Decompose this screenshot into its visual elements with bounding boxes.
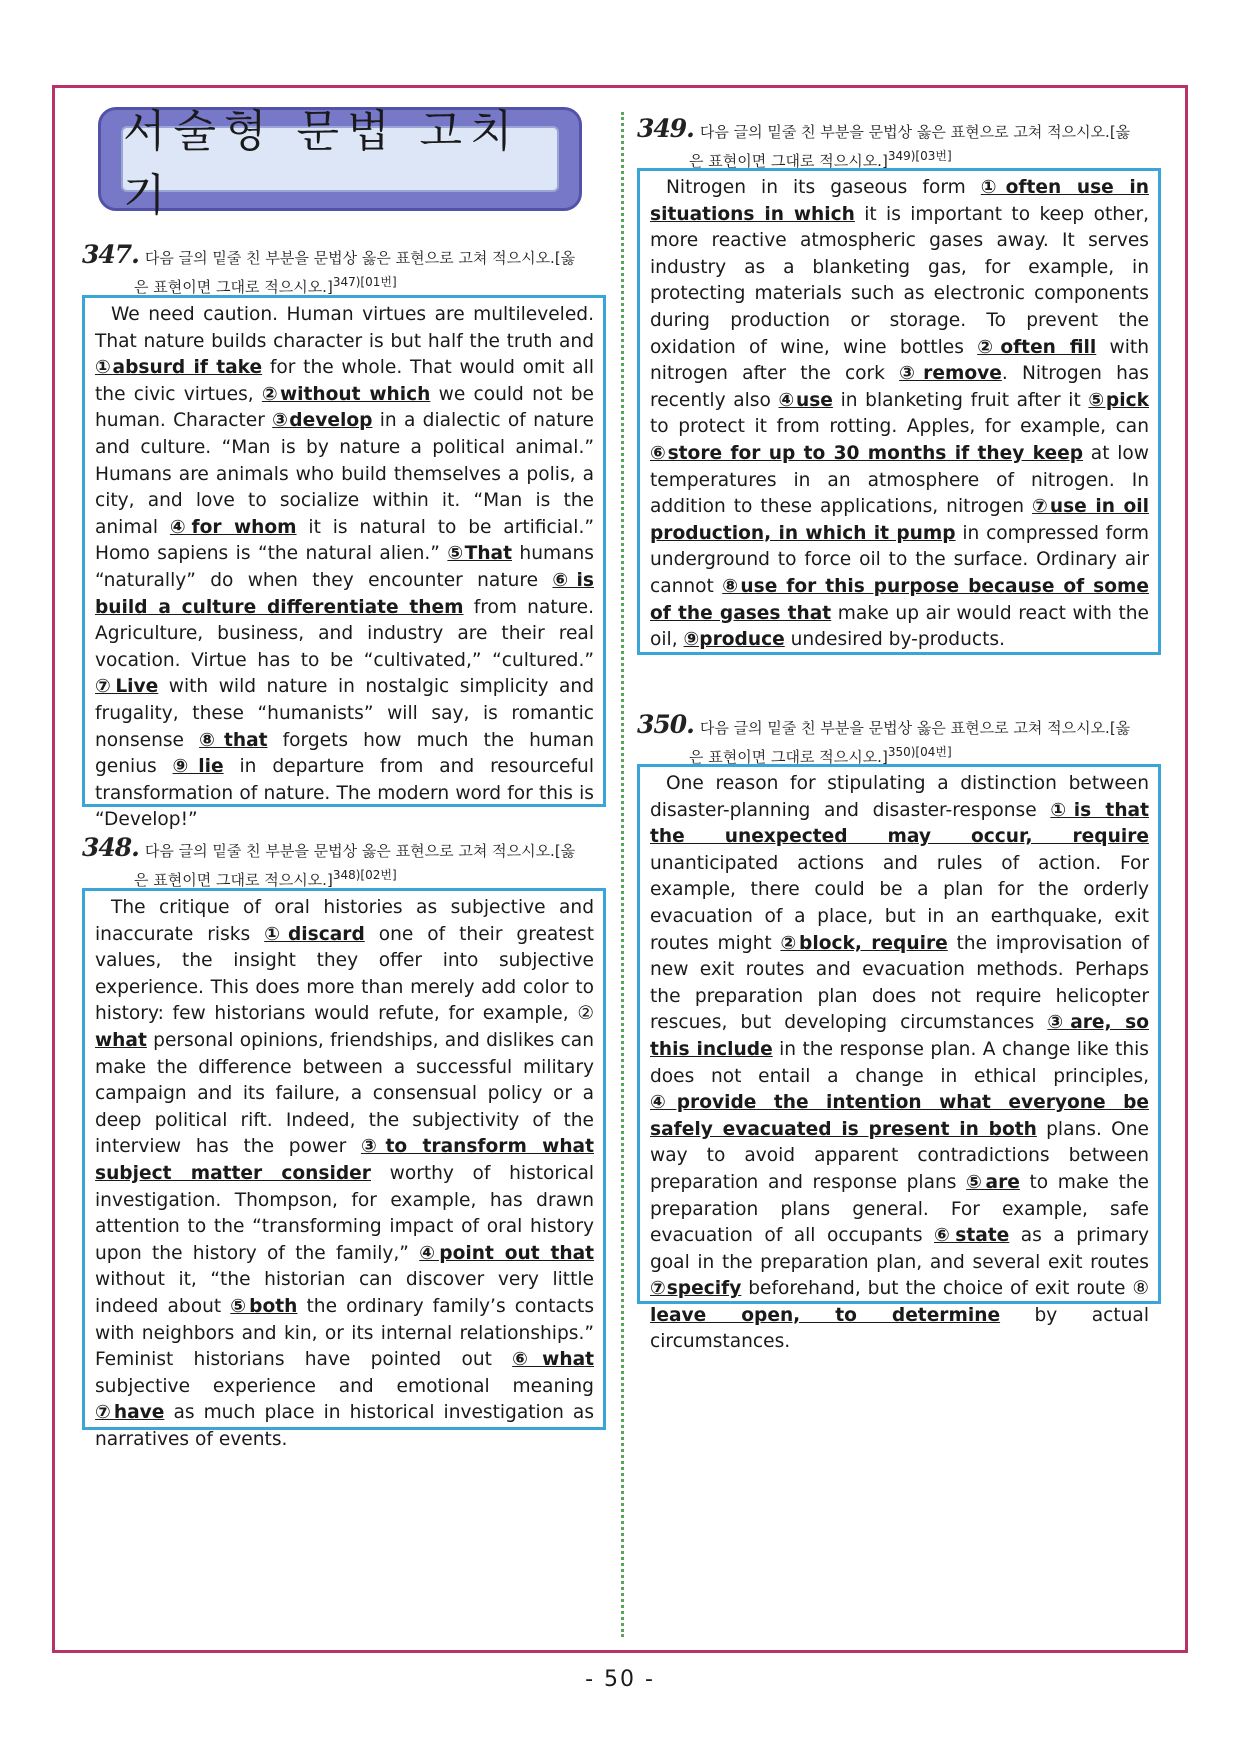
instruction-line-2: 은 표현이면 그대로 적으시오.] bbox=[134, 871, 333, 889]
underlined-expression: ④use bbox=[778, 389, 833, 411]
passage-segment: for the whole. That would omit all the civic virtues, bbox=[95, 357, 594, 405]
underlined-expression: ③to transform what subject matter consider bbox=[95, 1136, 594, 1184]
source-note: 347)[01번] bbox=[332, 275, 397, 289]
passage-segment: from nature. Agriculture, business, and industry are their real vocation. Virtue has to be “cultivated,” “cultured.” bbox=[95, 596, 594, 671]
passage-segment: by actual circumstances. bbox=[650, 1304, 1149, 1353]
passage-segment: personal opinions, friendships, and dislikes can make the difference between a successful military campaign and its failure, a consensual policy or a deep political rift. Indeed, the subjectivity of the interview has the power bbox=[95, 1029, 594, 1158]
underlined-expression: ③remove bbox=[899, 363, 1002, 385]
question-number: 348. bbox=[82, 833, 139, 862]
column-divider bbox=[621, 112, 624, 1637]
underlined-expression: ④provide the intention what everyone be safely evacuated is present in both bbox=[650, 1092, 1149, 1140]
underlined-expression: ①discard bbox=[264, 923, 365, 945]
passage-segment: we could not be human. Character bbox=[95, 383, 594, 432]
question-number: 350. bbox=[637, 710, 694, 739]
underlined-expression: ⑤pick bbox=[1088, 389, 1149, 411]
page-number: - 50 - bbox=[585, 1667, 655, 1692]
underlined-expression: ⑧use for this purpose because of some of the gases that bbox=[650, 575, 1150, 624]
source-note: 348)[02번] bbox=[332, 868, 397, 882]
question-350 bbox=[637, 710, 1161, 769]
passage-segment: in blanketing fruit after it bbox=[832, 389, 1089, 411]
underlined-expression: ⑤are bbox=[966, 1171, 1020, 1193]
instruction-line-1: 다음 글의 밑줄 친 부분을 문법상 옳은 표현으로 고쳐 적으시오.[옳 bbox=[699, 719, 1131, 737]
underlined-expression: ⑧that bbox=[199, 729, 268, 751]
passage-box-347 bbox=[82, 295, 606, 831]
underlined-expression: ⑥store for up to 30 months if they keep bbox=[650, 442, 1084, 464]
underlined-expression: ⑥is build a culture differentiate them bbox=[95, 569, 594, 618]
instruction-line-2: 은 표현이면 그대로 적으시오.] bbox=[689, 152, 888, 170]
passage-segment: unanticipated actions and rules of action. For example, there could be a plan for the orderly evacuation of a place, but in an earthquake, exit routes might bbox=[650, 852, 1149, 954]
passage-segment: in the response plan. A change like this does not entail a change in ethical principles, bbox=[650, 1038, 1149, 1087]
passage-segment: undesired by-products. bbox=[784, 629, 1005, 651]
passage-segment: in departure from and resourceful transformation of nature. The modern word for this is “Develop!” bbox=[95, 756, 594, 831]
passage-box-348 bbox=[82, 888, 606, 1450]
passage-segment: One reason for stipulating a distinction between disaster-planning and disaster-response bbox=[650, 773, 1149, 821]
section-title-banner bbox=[98, 106, 582, 221]
passage-segment: Nitrogen in its gaseous form bbox=[666, 177, 981, 198]
underlined-expression: ⑦specify bbox=[650, 1278, 742, 1300]
underlined-expression: ⑨lie bbox=[172, 756, 224, 778]
source-note: 350)[04번] bbox=[887, 745, 952, 759]
passage-box-350 bbox=[637, 764, 1161, 1353]
source-note: 349)[03번] bbox=[887, 149, 952, 163]
passage-segment: make up air would react with the oil, bbox=[650, 602, 1149, 651]
question-header bbox=[637, 114, 1161, 144]
passage-segment: beforehand, but the choice of exit route ⑧ bbox=[741, 1278, 1149, 1300]
passage-segment: as a primary goal in the preparation plan, and several exit routes bbox=[650, 1225, 1149, 1273]
instruction-line-2: 은 표현이면 그대로 적으시오.] bbox=[689, 748, 888, 766]
passage-segment: worthy of historical investigation. Thompson, for example, has drawn attention to the “transforming impact of oral history upon the history of the family,” bbox=[95, 1162, 595, 1264]
question-header bbox=[637, 710, 1161, 740]
underlined-expression: ②often fill bbox=[977, 336, 1097, 358]
passage-segment: the ordinary family’s contacts with neighbors and kin, or its internal relationships.” Feminist historians have pointed out bbox=[95, 1295, 595, 1371]
passage-segment: it is natural to be artificial.” Homo sapiens is “the natural alien.” bbox=[95, 516, 594, 565]
underlined-expression: ⑤both bbox=[230, 1295, 298, 1317]
underlined-expression: ⑤That bbox=[447, 543, 512, 565]
question-header bbox=[82, 833, 606, 863]
question-347 bbox=[82, 240, 606, 299]
passage-segment: as much place in historical investigation as narratives of events. bbox=[95, 1402, 595, 1450]
passage-segment: the improvisation of new exit routes and evacuation methods. Perhaps the preparation plan does not require helicopter rescues, but developing circumstances bbox=[650, 932, 1149, 1034]
passage-segment: to make the preparation plans general. For example, safe evacuation of all occupants bbox=[650, 1171, 1149, 1247]
underlined-expression: ④for whom bbox=[169, 516, 297, 538]
underlined-expression: ⑦have bbox=[95, 1402, 165, 1424]
underlined-expression: ③develop bbox=[272, 410, 373, 432]
underlined-expression: ①absurd if take bbox=[95, 357, 263, 379]
underlined-expression: ⑦Live bbox=[95, 676, 159, 698]
passage-text bbox=[650, 771, 1149, 1356]
passage-text bbox=[650, 175, 1149, 654]
passage-segment: . Nitrogen has recently also bbox=[650, 363, 1149, 411]
passage-segment: humans “naturally” do when they encounter nature bbox=[95, 543, 594, 591]
passage-text bbox=[95, 895, 594, 1453]
passage-text bbox=[95, 302, 594, 834]
underlined-expression: ①often use in situations in which bbox=[650, 177, 1149, 225]
underlined-expression: ②without which bbox=[261, 383, 431, 405]
underlined-expression: ①is that the unexpected may occur, require bbox=[650, 799, 1149, 848]
section-title: 서술형 문법 고치기 bbox=[121, 126, 559, 192]
passage-segment: at low temperatures in an atmosphere of nitrogen. In addition to these applications, nitrogen bbox=[650, 442, 1149, 518]
passage-segment: in a dialectic of nature and culture. “Man is by nature a political animal.” Humans are animals who build themselves a polis, a city, and love to socialize within it. “Man is the animal bbox=[95, 410, 594, 538]
underlined-expression: ⑨produce bbox=[683, 629, 785, 651]
passage-segment: subjective experience and emotional meaning bbox=[95, 1375, 594, 1397]
question-349 bbox=[637, 114, 1161, 173]
passage-segment: The critique of oral histories as subjective and inaccurate risks bbox=[95, 897, 594, 945]
passage-segment: plans. One way to avoid apparent contradictions between preparation and response plans bbox=[650, 1118, 1149, 1193]
underlined-expression: ⑥state bbox=[933, 1225, 1010, 1247]
passage-segment: in compressed form underground to force oil to the surface. Ordinary air cannot bbox=[650, 522, 1150, 597]
passage-segment: with wild nature in nostalgic simplicity and frugality, these “humanists” will say, is romantic nonsense bbox=[95, 676, 594, 751]
instruction-line-1: 다음 글의 밑줄 친 부분을 문법상 옳은 표현으로 고쳐 적으시오.[옳 bbox=[144, 249, 576, 267]
question-header bbox=[82, 240, 606, 270]
question-348 bbox=[82, 833, 606, 892]
question-number: 349. bbox=[637, 114, 694, 143]
passage-segment: with nitrogen after the cork bbox=[650, 336, 1149, 385]
underlined-expression: ③are, so this include bbox=[650, 1012, 1150, 1060]
passage-segment: it is important to keep other, more reactive atmospheric gases away. It serves industry as a blanketing gas, for example, in protecting materials such as electronic components during production or storage. To prevent the oxidation of wine, wine bottles bbox=[650, 203, 1150, 358]
passage-segment: to protect it from rotting. Apples, for example, can bbox=[650, 416, 1149, 438]
passage-segment: one of their greatest values, the insight they offer into subjective experience. This does more than merely add color to history: few historians would refute, for example, ② bbox=[95, 923, 594, 1025]
underlined-expression: ④point out that bbox=[419, 1242, 595, 1264]
instruction-line-2: 은 표현이면 그대로 적으시오.] bbox=[134, 278, 333, 296]
underlined-expression: ②block, require bbox=[780, 932, 948, 954]
underlined-expression: ⑥what bbox=[512, 1349, 595, 1371]
instruction-line-1: 다음 글의 밑줄 친 부분을 문법상 옳은 표현으로 고쳐 적으시오.[옳 bbox=[699, 123, 1131, 141]
passage-box-349 bbox=[637, 168, 1161, 655]
underlined-expression: what bbox=[95, 1029, 147, 1051]
passage-segment: forgets how much the human genius bbox=[95, 729, 594, 778]
passage-segment: without it, “the historian can discover very little indeed about bbox=[95, 1269, 594, 1317]
passage-segment: We need caution. Human virtues are multileveled. That nature builds character is but half the truth and bbox=[95, 304, 594, 352]
underlined-expression: ⑦use in oil production, in which it pump bbox=[650, 496, 1149, 544]
underlined-expression: leave open, to determine bbox=[650, 1304, 1001, 1326]
question-number: 347. bbox=[82, 240, 139, 269]
instruction-line-1: 다음 글의 밑줄 친 부분을 문법상 옳은 표현으로 고쳐 적으시오.[옳 bbox=[144, 842, 576, 860]
